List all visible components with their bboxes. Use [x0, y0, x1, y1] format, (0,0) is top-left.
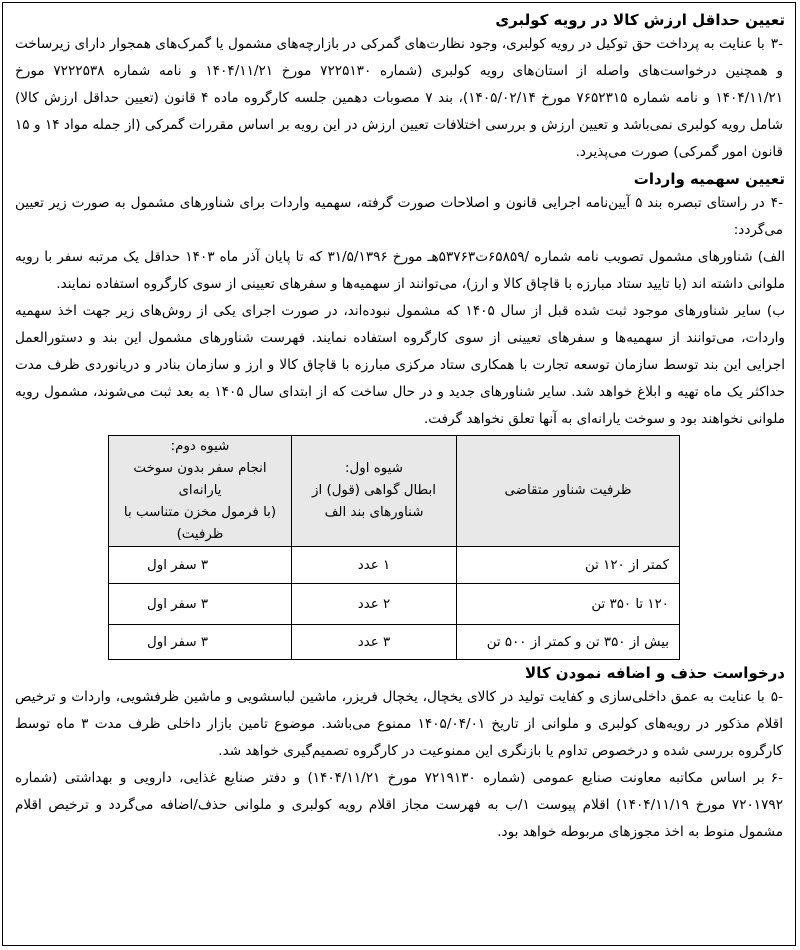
table-header-method-1 [292, 436, 457, 547]
vessel-quota-table [108, 435, 680, 660]
section-heading-min-value: تعیین حداقل ارزش کالا در رویه کولبری [495, 11, 785, 29]
table-cell-capacity: ۱۲۰ تا ۳۵۰ تن [457, 584, 680, 625]
table-cell-method-1: ۲ عدد [292, 584, 457, 625]
item-number: -۳ [770, 36, 783, 52]
paragraph-item-5 [15, 684, 785, 765]
table-header-capacity: ظرفیت شناور متقاضی [457, 436, 680, 547]
paragraph-item-3 [15, 31, 785, 166]
item-text: با عنایت به پرداخت حق توکیل در رویه کولبری، وجود نظارت‌های گمرکی در بازارچه‌های مشمول یا گمرک‌های همجوار دارای زیرساخت و همچنین درخواست‌های واصله از استان‌های رویه کولبری (شماره ۷۲۲۵۱۳۰ مورخ ۱۴۰۴/۱۱/۲۱ و نامه شماره ۷۲۲۲۵۳۸ مورخ ۱۴۰۴/۱۱/۲۱ و نامه شماره ۷۶۵۲۳۱۵ مورخ ۱۴۰۵/۰۲/۱۴)، بند ۷ مصوبات دهمین جلسه کارگروه ماده ۴ قانون (تعیین حداقل ارزش کالا) شامل رویه کولبری نمی‌باشد و تعیین ارزش و بررسی اختلافات تعیین ارزش در این رویه بر اساس مقررات گمرکی (از جمله مواد ۱۴ و ۱۵ قانون امور گمرکی) صورت می‌پذیرد. [15, 36, 784, 160]
document-page [2, 2, 796, 946]
paragraph-item-4-a: الف) شناورهای مشمول تصویب نامه شماره /۶۵۸۵۹ت۵۳۷۶۳هـ مورخ ۳۱/۵/۱۳۹۶ که تا پایان آذر ماه ۱۴۰۳ حداقل یک مرتبه سفر با رویه ملوانی داشته اند (با تایید ستاد مبارزه با قاچاق کالا و ارز)، می‌توانند از سهمیه‌ها و سفرهای تعیینی از سوی کارگروه استفاده نمایند. [15, 249, 785, 292]
section-heading-import-quota: تعیین سهمیه واردات [633, 170, 785, 188]
table-cell-method-1: ۳ عدد [292, 625, 457, 660]
header-line: شیوه دوم: [170, 439, 230, 454]
paragraph-item-4 [15, 190, 785, 244]
header-line: انجام سفر بدون سوخت یارانه‌ای [133, 461, 267, 498]
table-cell-method-2: ۳ سفر اول [109, 584, 292, 625]
item-text: با عنایت به عمق داخلی‌سازی و کفایت تولید در کالای یخچال، یخچال فریزر، ماشین لباسشویی و ماشین ظرفشویی، واردات و ترخیص اقلام مذکور در رویه‌های کولبری و ملوانی از تاریخ ۱۴۰۵/۰۴/۰۱ ممنوع می‌باشد. موضوع تامین بازار داخلی ظرف مدت ۳ ماه توسط کارگروه بررسی شده و درخصوص تداوم یا بازنگری این ممنوعیت در کارگروه تصمیم‌گیری خواهد شد. [15, 689, 783, 759]
header-line: شیوه اول: [345, 461, 403, 476]
header-line: ابطال گواهی (قول) از [312, 483, 436, 498]
paragraph-item-4-b: ب) سایر شناورهای موجود ثبت شده قبل از سال ۱۴۰۵ که مشمول نبوده‌اند، در صورت اجرای یکی از روش‌های زیر جهت اخذ سهمیه واردات، می‌توانند از سهمیه‌ها و سفرهای تعیینی از سوی کارگروه استفاده نمایند. فهرست شناورهای مشمول این بند و دستورالعمل اجرایی این بند توسط سازمان توسعه تجارت با همکاری ستاد مرکزی مبارزه با قاچاق کالا و ارز و سازمان بنادر و دریانوردی ظرف مدت حداکثر یک ماه تهیه و ابلاغ خواهد شد. سایر شناورهای جدید و در حال ساخت که از ابتدای سال ۱۴۰۵ به بعد ثبت می‌شوند، مشمول رویه ملوانی نخواهند بود و سوخت یارانه‌ای به آنها تعلق نخواهد گرفت. [15, 303, 786, 427]
table-row [109, 625, 680, 660]
table-cell-method-2: ۳ سفر اول [109, 625, 292, 660]
section-heading-add-remove-goods: درخواست حذف و اضافه نمودن کالا [525, 664, 785, 682]
table-row [109, 547, 680, 584]
table-cell-method-2: ۳ سفر اول [109, 547, 292, 584]
table-header-method-2 [109, 436, 292, 547]
header-line: شناورهای بند الف [324, 505, 424, 520]
table-cell-capacity: بیش از ۳۵۰ تن و کمتر از ۵۰۰ تن [457, 625, 680, 660]
table-cell-method-1: ۱ عدد [292, 547, 457, 584]
item-number: -۶ [770, 770, 783, 786]
item-number: -۵ [770, 689, 783, 705]
item-number: -۴ [770, 195, 783, 211]
table-cell-capacity: کمتر از ۱۲۰ تن [457, 547, 680, 584]
table-row [109, 584, 680, 625]
header-line: (با فرمول مخزن متناسب با ظرفیت) [123, 505, 277, 542]
paragraph-item-6 [15, 765, 785, 846]
item-text: در راستای تبصره بند ۵ آیین‌نامه اجرایی قانون و اصلاحات صورت گرفته، سهمیه واردات برای شناورهای مشمول به صورت زیر تعیین می‌گردد: [15, 195, 783, 238]
table-header-row [109, 436, 680, 547]
item-text: بر اساس مکاتبه معاونت صنایع عمومی (شماره ۷۲۱۹۱۳۰ مورخ ۱۴۰۴/۱۱/۲۱) و دفتر صنایع غذایی، دارویی و بهداشتی (شماره ۷۲۰۱۷۹۲ مورخ ۱۴۰۴/۱۱/۱۹) اقلام پیوست ۱/ب به فهرست مجاز اقلام رویه کولبری و ملوانی حذف/اضافه می‌گردد و ترخیص اقلام مشمول منوط به اخذ مجوزهای مربوطه خواهد بود. [15, 770, 783, 840]
